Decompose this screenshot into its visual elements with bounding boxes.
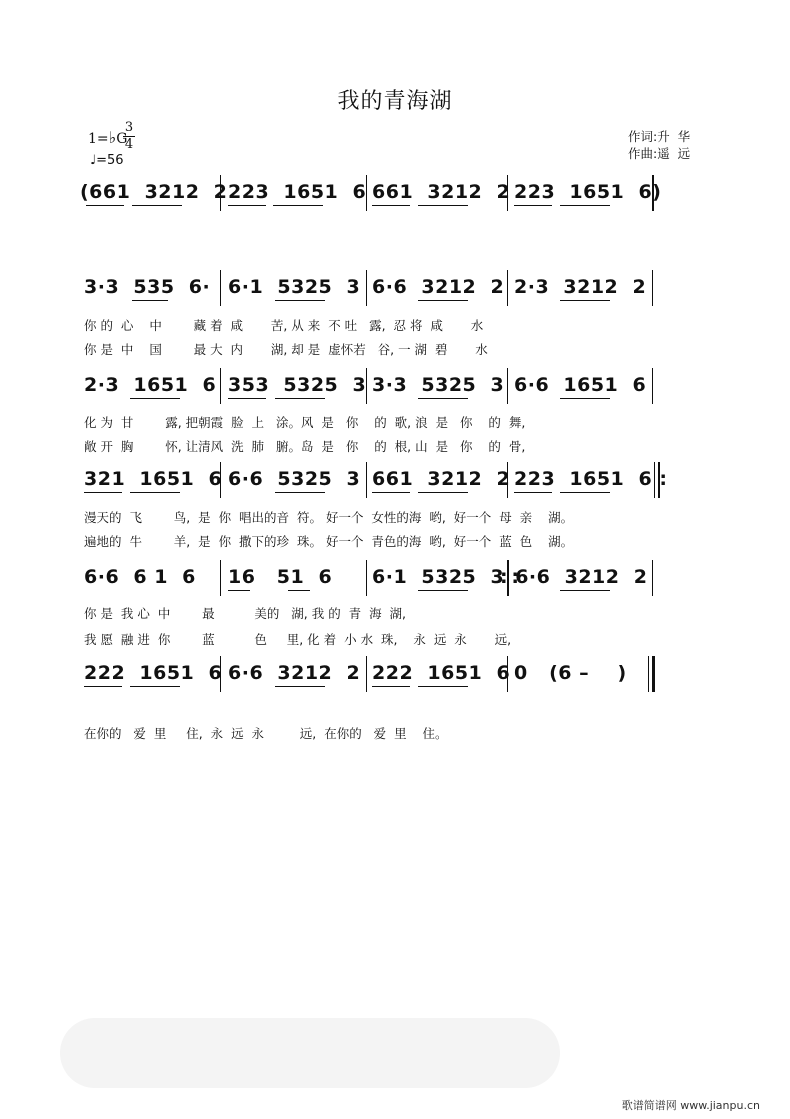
measure: 3·3 535 6· [84, 276, 211, 298]
measure: 661 3212 2 [372, 468, 511, 490]
measure: 6·6 3212 2 [228, 662, 361, 684]
key-note: G [116, 131, 128, 147]
score-row [0, 560, 790, 600]
score-row-intro [0, 175, 790, 215]
score-row [0, 270, 790, 310]
underline [228, 590, 250, 591]
underline [560, 205, 610, 206]
underline [560, 492, 610, 493]
underline [132, 205, 182, 206]
underline [275, 300, 325, 301]
barline [220, 270, 221, 306]
measure: 223 1651 6) [514, 181, 662, 203]
measure: 353 5325 3 [228, 374, 367, 396]
barline [366, 462, 367, 498]
underline [84, 492, 122, 493]
final-barline [652, 656, 655, 692]
barline [652, 368, 653, 404]
watermark: 歌谱简谱网 www.jianpu.cn [621, 1099, 760, 1112]
underline [275, 492, 325, 493]
lyric-line: 漫天的 飞 鸟, 是 你 唱出的音 符。 好一个 女性的海 哟, 好一个 母 亲 湖。 [84, 510, 574, 525]
score-row [0, 462, 790, 502]
underline [288, 590, 310, 591]
lyric-line: 在你的 爱 里 住, 永 远 永 远, 在你的 爱 里 住。 [84, 726, 448, 741]
underline [130, 398, 180, 399]
underline [418, 300, 468, 301]
underline [130, 686, 180, 687]
underline [275, 686, 325, 687]
underline [418, 686, 468, 687]
underline [418, 205, 468, 206]
underline [560, 590, 610, 591]
barline [220, 560, 221, 596]
lyric-line: 遍地的 牛 羊, 是 你 撒下的珍 珠。 好一个 青色的海 哟, 好一个 蓝 色 湖。 [84, 534, 574, 549]
measure: 661 3212 2 [372, 181, 511, 203]
measure: 3·3 5325 3 [372, 374, 505, 396]
measure: : 6·6 3212 2 [500, 566, 648, 588]
barline [366, 270, 367, 306]
key-prefix: 1= [88, 131, 109, 147]
underline [372, 686, 410, 687]
measure: (661 3212 2 [80, 181, 228, 203]
barline [220, 368, 221, 404]
underline [86, 205, 124, 206]
underline [84, 686, 122, 687]
lyric-line: 你 是 我 心 中 最 美的 湖, 我 的 青 海 湖, [84, 606, 407, 621]
lyric-line: 你 是 中 国 最 大 内 湖, 却 是 虚怀若 谷, 一 湖 碧 水 [84, 342, 488, 357]
measure: 16 51 6 [228, 566, 333, 588]
underline [273, 205, 323, 206]
lyric-line: 我 愿 融 进 你 蓝 色 里, 化 着 小 水 珠, 永 远 永 远, [84, 632, 512, 647]
measure: 6·1 5325 3 : [372, 566, 520, 588]
final-barline [648, 656, 649, 692]
credits: 作词:升 华 作曲:遥 远 [628, 129, 691, 161]
underline [514, 492, 552, 493]
underline [132, 300, 168, 301]
score-row [0, 656, 790, 696]
flat-icon: ♭ [108, 128, 117, 147]
barline [366, 656, 367, 692]
measure: 223 1651 6 [228, 181, 367, 203]
time-signature [123, 120, 135, 153]
scan-smudge [60, 1018, 560, 1088]
underline [275, 398, 325, 399]
underline [418, 492, 468, 493]
measure: 6·1 5325 3 [228, 276, 361, 298]
measure: 6·6 1651 6 [514, 374, 647, 396]
barline [366, 560, 367, 596]
measure: 6·6 3212 2 [372, 276, 505, 298]
lyric-line: 你 的 心 中 藏 着 咸 苦, 从 来 不 吐 露, 忍 将 咸 水 [84, 318, 484, 333]
key-signature [88, 128, 127, 147]
tempo-marking: ♩=56 [90, 153, 124, 168]
lyric-line: 敞 开 胸 怀, 让清风 洗 肺 腑。岛 是 你 的 根, 山 是 你 的 骨, [84, 439, 526, 454]
underline [372, 205, 410, 206]
underline [228, 205, 266, 206]
barline [652, 270, 653, 306]
underline [560, 398, 610, 399]
barline [652, 560, 653, 596]
underline [560, 300, 610, 301]
measure: 6·6 5325 3 [228, 468, 361, 490]
lyric-line: 化 为 甘 露, 把朝霞 脸 上 涂。风 是 你 的 歌, 浪 是 你 的 舞, [84, 415, 526, 430]
barline [507, 368, 508, 404]
underline [514, 205, 552, 206]
time-top: 3 [124, 120, 134, 135]
time-bottom: 4 [124, 137, 134, 152]
measure: 321 1651 6 [84, 468, 223, 490]
measure: 2·3 3212 2 [514, 276, 647, 298]
song-title: 我的青海湖 [337, 89, 453, 114]
measure: 0 (6 – ) [514, 662, 627, 684]
underline [130, 492, 180, 493]
score-row [0, 368, 790, 408]
measure: 6·6 6 1 6 [84, 566, 196, 588]
underline [372, 492, 410, 493]
underline [418, 590, 468, 591]
measure: 222 1651 6 [84, 662, 223, 684]
underline [228, 398, 266, 399]
barline [507, 270, 508, 306]
measure: 222 1651 6 [372, 662, 511, 684]
underline [418, 398, 468, 399]
measure: 223 1651 6 : [514, 468, 668, 490]
measure: 2·3 1651 6 [84, 374, 217, 396]
